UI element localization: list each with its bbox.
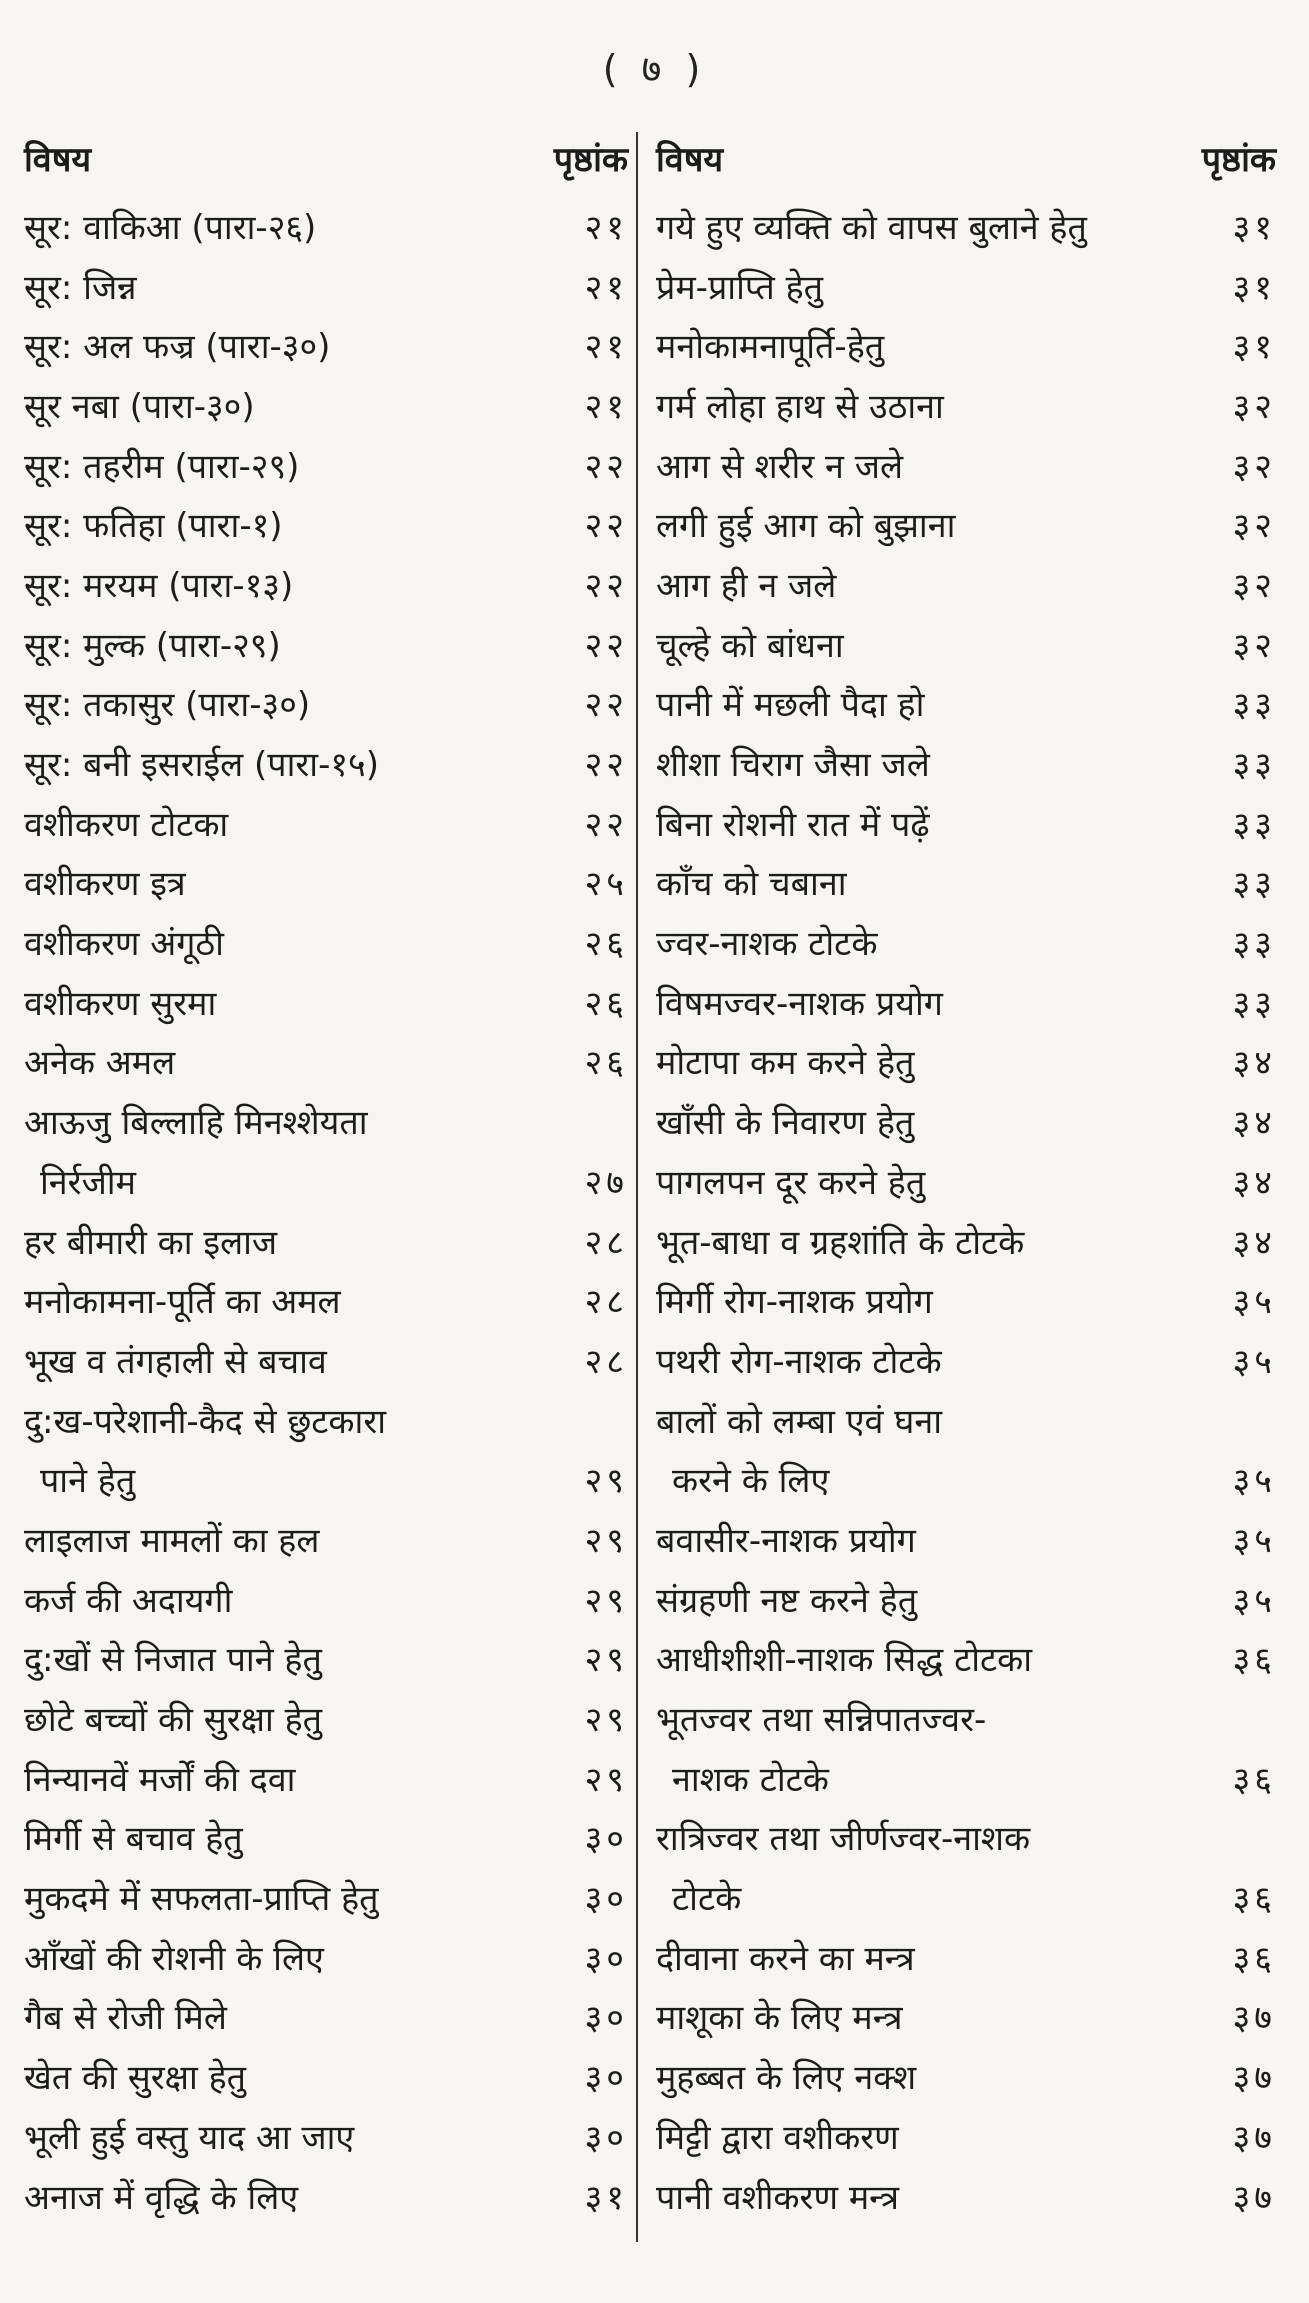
toc-entry-title: बालों को लम्बा एवं घना <box>656 1401 943 1442</box>
toc-entry-title: पथरी रोग-नाशक टोटके <box>656 1341 942 1382</box>
toc-row <box>24 317 628 377</box>
toc-entry-title: भूतज्वर तथा सन्निपातज्वर- <box>656 1700 987 1741</box>
toc-entry-title: मनोकामना-पूर्ति का अमल <box>24 1282 341 1323</box>
toc-entry-page: ३७ <box>1232 2058 1276 2099</box>
toc-entry-title: सूर: फतिहा (पारा-१) <box>24 506 283 547</box>
toc-row <box>24 1869 628 1929</box>
toc-entry-page: २९ <box>584 1580 628 1621</box>
toc-entry-title: काँच को चबाना <box>656 864 847 905</box>
toc-entry-title: आग से शरीर न जले <box>656 446 903 487</box>
toc-entry-page: ३७ <box>1232 1998 1276 2039</box>
toc-row <box>656 1034 1276 1094</box>
toc-entry-title: भूली हुई वस्तु याद आ जाए <box>24 2117 355 2158</box>
toc-entry-page: २२ <box>584 625 628 666</box>
toc-entry-page: ३१ <box>1232 327 1276 368</box>
toc-row <box>656 317 1276 377</box>
left-rows <box>24 198 628 2227</box>
toc-entry-page: २८ <box>584 1341 628 1382</box>
page-number: ( ७ ) <box>602 47 707 91</box>
toc-entry-page: २१ <box>584 386 628 427</box>
toc-entry-page: २९ <box>584 1759 628 1800</box>
toc-entry-title: कर्ज की अदायगी <box>24 1580 233 1621</box>
toc-entry-page: २१ <box>584 327 628 368</box>
toc-entry-title: हर बीमारी का इलाज <box>24 1222 278 1263</box>
toc-row <box>24 1511 628 1571</box>
toc-entry-title: गैब से रोजी मिले <box>24 1998 227 2039</box>
toc-entry-page: २६ <box>584 983 628 1024</box>
toc-row <box>24 496 628 556</box>
toc-entry-title: करने के लिए <box>672 1461 830 1502</box>
toc-row <box>24 676 628 736</box>
toc-entry-title: सूर: जिन्न <box>24 267 137 308</box>
toc-row <box>24 1034 628 1094</box>
toc-entry-title: मनोकामनापूर्ति-हेतु <box>656 327 885 368</box>
toc-row <box>24 855 628 915</box>
toc-entry-title: आँखों की रोशनी के लिए <box>24 1938 324 1979</box>
toc-row <box>656 1869 1276 1929</box>
left-column <box>24 128 628 2227</box>
toc-entry-page: ३६ <box>1232 1759 1276 1800</box>
toc-row <box>24 1392 628 1452</box>
toc-entry-title: सूर: मरयम (पारा-१३) <box>24 565 294 606</box>
toc-row <box>24 1153 628 1213</box>
toc-entry-title: मिर्गी रोग-नाशक प्रयोग <box>656 1282 933 1323</box>
toc-entry-title: लाइलाज मामलों का हल <box>24 1520 320 1561</box>
toc-entry-page: ३३ <box>1232 924 1276 965</box>
toc-entry-page: ३० <box>584 1819 628 1860</box>
toc-entry-page: २८ <box>584 1282 628 1323</box>
toc-entry-title: सूर: तहरीम (पारा-२९) <box>24 446 300 487</box>
toc-entry-title: रात्रिज्वर तथा जीर्णज्वर-नाशक <box>656 1819 1031 1860</box>
table-of-contents <box>24 128 1276 2248</box>
toc-row <box>24 1631 628 1691</box>
toc-entry-page: ३३ <box>1232 864 1276 905</box>
toc-row <box>24 1690 628 1750</box>
column-divider <box>636 132 638 2242</box>
toc-entry-page: ३६ <box>1232 1938 1276 1979</box>
toc-row <box>656 914 1276 974</box>
toc-entry-title: सूर: अल फज्र (पारा-३०) <box>24 327 331 368</box>
toc-row <box>656 855 1276 915</box>
toc-entry-page: ३० <box>584 2058 628 2099</box>
toc-entry-page: २६ <box>584 1043 628 1084</box>
toc-entry-title: चूल्हे को बांधना <box>656 625 844 666</box>
toc-entry-page: ३६ <box>1232 1879 1276 1920</box>
toc-entry-title: खेत की सुरक्षा हेतु <box>24 2058 247 2099</box>
toc-entry-page: ३३ <box>1232 685 1276 726</box>
toc-row <box>24 795 628 855</box>
toc-entry-page: ३५ <box>1232 1282 1276 1323</box>
toc-row <box>24 556 628 616</box>
toc-entry-title: सूर नबा (पारा-३०) <box>24 386 255 427</box>
toc-row <box>656 377 1276 437</box>
toc-entry-page: ३५ <box>1232 1580 1276 1621</box>
toc-entry-page: २२ <box>584 745 628 786</box>
toc-entry-title: दु:खों से निजात पाने हेतु <box>24 1640 322 1681</box>
toc-entry-title: माशूका के लिए मन्त्र <box>656 1998 903 2039</box>
toc-entry-page: ३३ <box>1232 983 1276 1024</box>
toc-entry-title: निर्रजीम <box>40 1162 136 1203</box>
toc-entry-title: मिर्गी से बचाव हेतु <box>24 1819 243 1860</box>
subject-heading: विषय <box>656 140 724 180</box>
toc-entry-page: ३५ <box>1232 1520 1276 1561</box>
toc-entry-title: आऊजु बिल्लाहि मिनश्शेयता <box>24 1103 368 1144</box>
toc-entry-page: २२ <box>584 446 628 487</box>
toc-row <box>656 1272 1276 1332</box>
toc-entry-title: पानी में मछली पैदा हो <box>656 685 925 726</box>
toc-entry-page: २८ <box>584 1222 628 1263</box>
toc-row <box>24 1989 628 2049</box>
toc-row <box>656 198 1276 258</box>
toc-entry-page: ३२ <box>1232 446 1276 487</box>
toc-row <box>24 2168 628 2228</box>
toc-entry-page: २१ <box>584 207 628 248</box>
page-heading: पृष्ठांक <box>553 140 628 180</box>
toc-row <box>24 1810 628 1870</box>
toc-entry-title: शीशा चिराग जैसा जले <box>656 745 930 786</box>
toc-entry-page: ३६ <box>1232 1640 1276 1681</box>
toc-row <box>24 377 628 437</box>
toc-row <box>656 974 1276 1034</box>
toc-entry-title: पागलपन दूर करने हेतु <box>656 1162 926 1203</box>
toc-entry-page: ३७ <box>1232 2177 1276 2218</box>
toc-row <box>656 1571 1276 1631</box>
toc-entry-page: ३१ <box>1232 267 1276 308</box>
toc-entry-page: २२ <box>584 565 628 606</box>
toc-row <box>24 1929 628 1989</box>
toc-row <box>24 2048 628 2108</box>
toc-row <box>24 1451 628 1511</box>
toc-entry-page: ३५ <box>1232 1341 1276 1382</box>
toc-entry-title: दु:ख-परेशानी-कैद से छुटकारा <box>24 1401 387 1442</box>
toc-entry-title: अनेक अमल <box>24 1043 176 1084</box>
toc-row <box>24 1332 628 1392</box>
toc-row <box>656 1929 1276 1989</box>
right-rows <box>656 198 1276 2227</box>
toc-entry-title: भूत-बाधा व ग्रहशांति के टोटके <box>656 1222 1025 1263</box>
toc-row <box>24 258 628 318</box>
toc-row <box>656 1451 1276 1511</box>
toc-entry-title: नाशक टोटके <box>672 1759 829 1800</box>
toc-row <box>24 1750 628 1810</box>
page-heading: पृष्ठांक <box>1201 140 1276 180</box>
toc-row <box>656 437 1276 497</box>
toc-entry-page: ३० <box>584 2117 628 2158</box>
toc-entry-title: मुकदमे में सफलता-प्राप्ति हेतु <box>24 1879 379 1920</box>
toc-entry-title: वशीकरण टोटका <box>24 804 229 845</box>
toc-entry-title: ज्वर-नाशक टोटके <box>656 924 878 965</box>
toc-entry-title: मिट्टी द्वारा वशीकरण <box>656 2117 899 2158</box>
toc-entry-page: ३० <box>584 1879 628 1920</box>
toc-entry-page: ३४ <box>1232 1222 1276 1263</box>
toc-entry-title: छोटे बच्चों की सुरक्षा हेतु <box>24 1700 323 1741</box>
toc-entry-page: ३३ <box>1232 745 1276 786</box>
toc-row <box>656 2048 1276 2108</box>
toc-entry-title: आग ही न जले <box>656 565 837 606</box>
toc-entry-page: २६ <box>584 924 628 965</box>
toc-entry-page: ३१ <box>584 2177 628 2218</box>
toc-entry-page: ३० <box>584 1998 628 2039</box>
toc-entry-page: २९ <box>584 1640 628 1681</box>
toc-entry-page: ३० <box>584 1938 628 1979</box>
toc-entry-title: सूर: बनी इसराईल (पारा-१५) <box>24 745 379 786</box>
toc-row <box>656 1153 1276 1213</box>
toc-entry-page: ३३ <box>1232 804 1276 845</box>
toc-row <box>656 1631 1276 1691</box>
toc-entry-page: २९ <box>584 1520 628 1561</box>
toc-entry-title: वशीकरण अंगूठी <box>24 924 224 965</box>
toc-row <box>656 1213 1276 1273</box>
toc-row <box>656 676 1276 736</box>
toc-row <box>656 496 1276 556</box>
toc-entry-page: २५ <box>584 864 628 905</box>
toc-entry-title: सूर: तकासुर (पारा-३०) <box>24 685 311 726</box>
toc-row <box>656 1332 1276 1392</box>
toc-entry-page: २७ <box>584 1162 628 1203</box>
toc-row <box>24 1571 628 1631</box>
toc-entry-page: ३२ <box>1232 506 1276 547</box>
toc-entry-title: संग्रहणी नष्ट करने हेतु <box>656 1580 918 1621</box>
toc-row <box>24 974 628 1034</box>
toc-entry-page: ३७ <box>1232 2117 1276 2158</box>
toc-entry-title: बवासीर-नाशक प्रयोग <box>656 1520 916 1561</box>
toc-row <box>656 1690 1276 1750</box>
toc-row <box>24 914 628 974</box>
toc-entry-title: लगी हुई आग को बुझाना <box>656 506 956 547</box>
toc-entry-page: ३१ <box>1232 207 1276 248</box>
toc-row <box>656 1750 1276 1810</box>
toc-entry-title: मुहब्बत के लिए नक्श <box>656 2058 917 2099</box>
toc-entry-page: ३२ <box>1232 565 1276 606</box>
toc-entry-title: सूर: मुल्क (पारा-२९) <box>24 625 281 666</box>
toc-row <box>656 556 1276 616</box>
toc-row <box>24 437 628 497</box>
toc-entry-title: गर्म लोहा हाथ से उठाना <box>656 386 944 427</box>
toc-entry-page: २२ <box>584 804 628 845</box>
toc-entry-page: २२ <box>584 506 628 547</box>
toc-entry-page: ३४ <box>1232 1103 1276 1144</box>
toc-entry-title: दीवाना करने का मन्त्र <box>656 1938 915 1979</box>
toc-entry-title: खाँसी के निवारण हेतु <box>656 1103 915 1144</box>
toc-row <box>656 2168 1276 2228</box>
toc-entry-page: २९ <box>584 1700 628 1741</box>
toc-entry-title: टोटके <box>672 1879 742 1920</box>
toc-entry-title: निन्यानवें मर्जों की दवा <box>24 1759 296 1800</box>
toc-entry-page: ३५ <box>1232 1461 1276 1502</box>
toc-entry-title: अनाज में वृद्धि के लिए <box>24 2177 299 2218</box>
toc-entry-title: सूर: वाकिआ (पारा-२६) <box>24 207 317 248</box>
toc-entry-title: गये हुए व्यक्ति को वापस बुलाने हेतु <box>656 207 1087 248</box>
toc-row <box>24 616 628 676</box>
toc-entry-title: पाने हेतु <box>40 1461 136 1502</box>
toc-entry-title: भूख व तंगहाली से बचाव <box>24 1341 327 1382</box>
toc-entry-page: २१ <box>584 267 628 308</box>
toc-entry-page: ३२ <box>1232 625 1276 666</box>
toc-row <box>24 735 628 795</box>
toc-row <box>656 1810 1276 1870</box>
toc-row <box>656 2108 1276 2168</box>
toc-entry-page: ३४ <box>1232 1043 1276 1084</box>
toc-entry-title: वशीकरण इत्र <box>24 864 186 905</box>
toc-row <box>656 1392 1276 1452</box>
toc-row <box>24 1272 628 1332</box>
toc-row <box>656 795 1276 855</box>
toc-row <box>24 198 628 258</box>
toc-entry-title: बिना रोशनी रात में पढ़ें <box>656 804 930 845</box>
toc-entry-title: विषमज्वर-नाशक प्रयोग <box>656 983 943 1024</box>
toc-row <box>656 616 1276 676</box>
toc-entry-page: २२ <box>584 685 628 726</box>
toc-entry-title: आधीशीशी-नाशक सिद्ध टोटका <box>656 1640 1033 1681</box>
left-column-header <box>24 128 628 188</box>
toc-row <box>24 2108 628 2168</box>
toc-entry-page: २९ <box>584 1461 628 1502</box>
right-column <box>656 128 1276 2227</box>
toc-row <box>656 735 1276 795</box>
toc-entry-title: वशीकरण सुरमा <box>24 983 217 1024</box>
toc-entry-page: ३४ <box>1232 1162 1276 1203</box>
toc-row <box>656 1511 1276 1571</box>
toc-row <box>656 1093 1276 1153</box>
toc-row <box>24 1213 628 1273</box>
toc-entry-page: ३२ <box>1232 386 1276 427</box>
toc-row <box>24 1093 628 1153</box>
toc-entry-title: प्रेम-प्राप्ति हेतु <box>656 267 823 308</box>
toc-entry-title: मोटापा कम करने हेतु <box>656 1043 915 1084</box>
right-column-header <box>656 128 1276 188</box>
toc-row <box>656 1989 1276 2049</box>
subject-heading: विषय <box>24 140 92 180</box>
toc-row <box>656 258 1276 318</box>
toc-entry-title: पानी वशीकरण मन्त्र <box>656 2177 899 2218</box>
